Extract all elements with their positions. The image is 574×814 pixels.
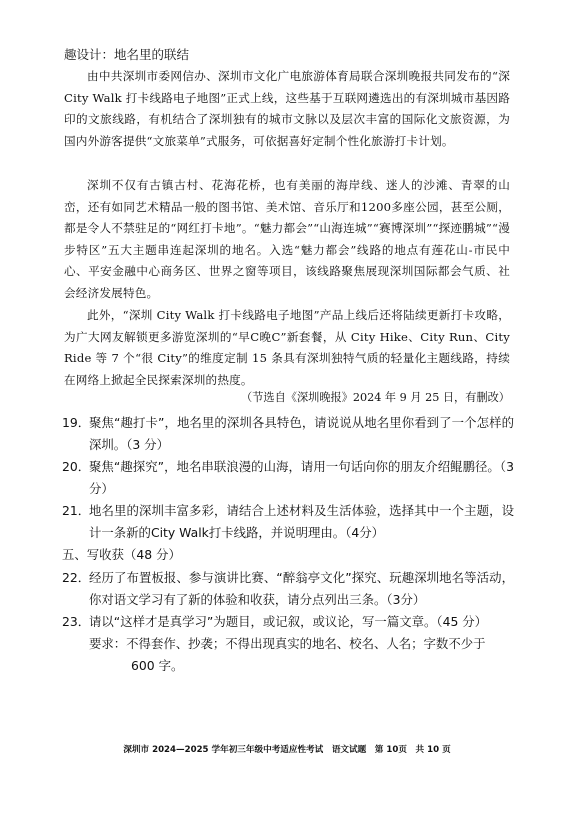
requirement-line-2: 600 字。: [131, 658, 184, 673]
passage-paragraph-2: 深圳不仅有古镇古村、花海花桥，也有美丽的海岸线、迷人的沙滩、青翠的山峦，还有如同艺术精品一般的图书馆、美术馆、音乐厅和1200多座公园，甚至公厕，都是令人不禁驻足的“网红打卡地”。“魅力都会”“山海连城”“赛博深圳”“探迹鹏城”“漫步特区”五大主题串连起深圳的地名。入选“魅力都会”线路的地点有莲花山-市民中心、平安金融中心商务区、世界之窗等项目，该线路聚焦展现深圳国际都会气质、社会经济发展特色。: [64, 178, 510, 300]
passage-source: （节选自《深圳晚报》2024 年 9 月 25 日，有删改）: [241, 391, 510, 404]
question-22: [62, 567, 514, 611]
question-text: 地名里的深圳丰富多彩，请结合上述材料及生活体验，选择其中一个主题，设计一条新的City Walk打卡线路，并说明理由。（4分）: [89, 503, 514, 540]
question-21: [62, 500, 514, 544]
question-number: 22．: [62, 570, 91, 585]
question-number: 21．: [62, 503, 91, 518]
question-19: [62, 412, 514, 456]
question-number: 23．: [62, 614, 91, 629]
passage-paragraph-1: 由中共深圳市委网信办、深圳市文化广电旅游体育局联合深圳晚报共同发布的“深 City Walk 打卡线路电子地图”正式上线，这些基于互联网遴选出的有深圳城市基因路印的文旅线路，有机结合了深圳独有的城市文脉以及层次丰富的国际化文旅资源，为国内外游客提供“文旅菜单”式服务，可依据喜好定制个性化旅游打卡计划。: [64, 69, 510, 148]
passage-paragraph-3: 此外，“深圳 City Walk 打卡线路电子地图”产品上线后还将陆续更新打卡攻略，为广大网友解锁更多游览深圳的“早C晚C”新套餐，从 City Hike、City Run、City Ride 等 7 个“很 City”的维度定制 15 条具有深圳独特气质的轻量化主题线路，持续在网络上掀起全民探索深圳的热度。: [64, 308, 510, 387]
question-23: [62, 611, 514, 633]
question-number: 19．: [62, 415, 91, 430]
page-footer: 深圳市 2024—2025 学年初三年级中考适应性考试 语文试题 第 10页 共 10 页: [123, 745, 451, 755]
question-text: 聚焦“趣探究”，地名串联浪漫的山海，请用一句话向你的朋友介绍鲲鹏径。（3分）: [89, 459, 514, 496]
question-text: 聚焦“趣打卡”，地名里的深圳各具特色，请说说从地名里你看到了一个怎样的深圳。（3 分）: [89, 415, 514, 452]
essay-requirements: [89, 633, 513, 677]
section-heading: 趣设计：地名里的联结: [64, 47, 190, 62]
question-text: 经历了布置板报、参与演讲比赛、“醉翁亭文化”探究、玩趣深圳地名等活动，你对语文学习有了新的体验和收获，请分点列出三条。（3分）: [89, 570, 514, 607]
question-20: [62, 456, 514, 500]
writing-section-title: 五、写收获（48 分）: [62, 547, 181, 562]
question-number: 20．: [62, 459, 91, 474]
requirement-line-1: 要求：不得套作、抄袭；不得出现真实的地名、校名、人名；字数不少于: [89, 636, 486, 651]
question-text: 请以“这样才是真学习”为题目，或记叙，或议论，写一篇文章。（45 分）: [89, 614, 488, 629]
